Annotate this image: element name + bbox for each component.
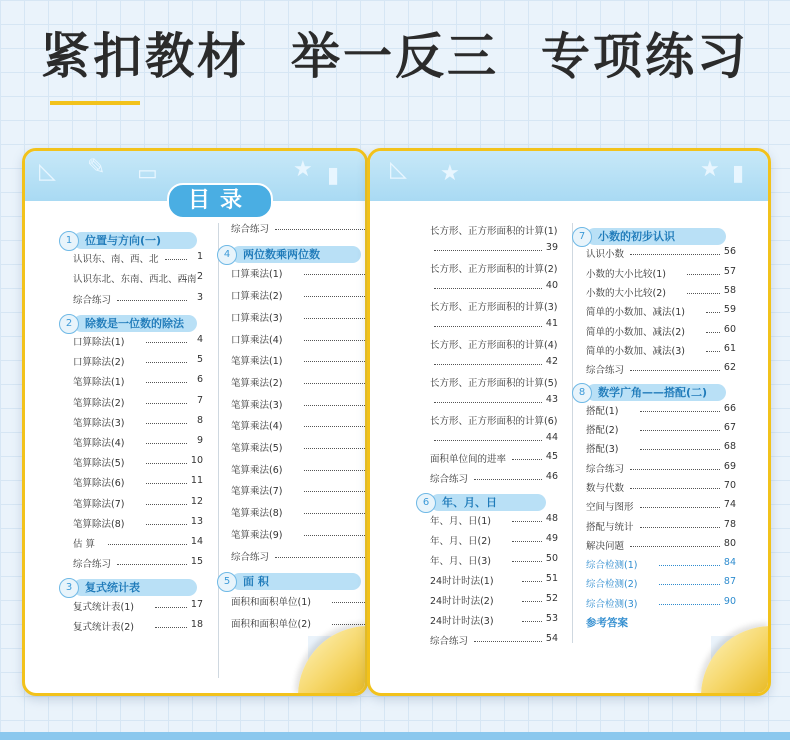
page-number: 14 — [190, 536, 203, 547]
entry-title: 笔算乘法(9) — [231, 527, 285, 541]
column-divider — [218, 223, 219, 678]
toc-entry — [430, 613, 558, 629]
page-number: 3 — [196, 291, 203, 303]
toc-entry — [430, 593, 558, 609]
entry-title: 小数的大小比较(1) — [586, 266, 669, 280]
entry-title: 笔算除法(2) — [73, 395, 127, 409]
leader-dots — [522, 621, 543, 622]
toc-entry — [586, 266, 736, 282]
leader-dots — [146, 382, 188, 383]
leader-dots — [640, 411, 721, 412]
leader-dots — [146, 423, 188, 424]
star-icon: ★ — [700, 157, 720, 182]
entry-title: 复式统计表(2) — [73, 619, 137, 633]
toc-entry — [430, 375, 558, 405]
bar-chart-icon: ▮ — [327, 163, 340, 188]
entry-title: 笔算乘法(7) — [231, 483, 285, 497]
leader-dots — [434, 402, 542, 403]
toc-entry — [73, 435, 203, 451]
toc-entry — [586, 499, 736, 515]
page-number: 62 — [723, 362, 736, 374]
leader-dots — [659, 584, 721, 585]
leader-dots — [108, 544, 188, 545]
star-icon: ★ — [293, 157, 313, 182]
chapter-title: 小数的初步认识 — [586, 228, 726, 245]
toc-entry — [231, 549, 368, 565]
entry-title: 长方形、正方形面积的计算(3) — [430, 299, 560, 313]
toc-entry — [231, 375, 368, 391]
leader-dots — [304, 470, 369, 471]
toc-entry — [73, 455, 203, 471]
leader-dots — [304, 361, 369, 362]
entry-title: 搭配(3) — [586, 441, 621, 455]
page-number: 43 — [545, 394, 558, 405]
toc-entry — [430, 573, 558, 589]
toc-entry — [231, 266, 368, 282]
leader-dots — [146, 504, 188, 505]
bottom-strip — [0, 732, 790, 740]
page-number: 44 — [545, 432, 558, 443]
leader-dots — [304, 340, 369, 341]
entry-title: 综合练习 — [430, 471, 471, 485]
leader-dots — [304, 383, 369, 384]
page-number: 60 — [723, 323, 736, 335]
page-number: 9 — [196, 435, 203, 446]
toc-entry — [73, 354, 203, 370]
toc-entry — [586, 403, 736, 419]
entry-title: 搭配(1) — [586, 403, 621, 417]
page-number: 49 — [545, 533, 558, 544]
entry-title: 综合练习 — [73, 556, 114, 570]
triangle-ruler-icon: ◺ — [39, 159, 56, 184]
toc-entry — [231, 483, 368, 499]
toc-entry — [73, 334, 203, 350]
chapter-title: 数学广角——搭配(二) — [586, 384, 726, 401]
leader-dots — [640, 527, 721, 528]
page-number: 41 — [545, 318, 558, 329]
page-number: 8 — [196, 414, 203, 426]
page-number: 4 — [196, 334, 203, 345]
entry-title: 年、月、日(3) — [430, 553, 494, 567]
entry-title: 长方形、正方形面积的计算(1) — [430, 223, 560, 237]
leader-dots — [304, 405, 369, 406]
pencil-icon: ✎ — [87, 155, 106, 180]
page-number: 12 — [190, 495, 203, 507]
chapter-heading — [416, 493, 540, 513]
chapter-heading — [217, 572, 355, 592]
chapter-number: 1 — [59, 231, 79, 251]
entry-title: 综合练习 — [231, 549, 272, 563]
page-number: 56 — [723, 246, 736, 258]
page-number: 87 — [723, 576, 736, 588]
leader-dots — [512, 459, 542, 460]
entry-title: 综合练习 — [231, 221, 272, 235]
toc-entry — [586, 596, 736, 612]
page-number: 2 — [196, 271, 203, 283]
entry-title: 简单的小数加、减法(3) — [586, 343, 688, 357]
toc-entry — [430, 471, 558, 487]
leader-dots — [522, 601, 543, 602]
leader-dots — [332, 602, 368, 603]
leader-dots — [304, 513, 369, 514]
toc-entry — [73, 475, 203, 491]
leader-dots — [522, 581, 543, 582]
leader-dots — [146, 443, 188, 444]
entry-title: 面积和面积单位(2) — [231, 616, 314, 630]
chapter-heading — [59, 231, 191, 251]
page-number: 84 — [723, 557, 736, 569]
entry-title: 笔算除法(5) — [73, 455, 127, 469]
entry-title: 搭配(2) — [586, 422, 621, 436]
entry-title: 认识东、南、西、北 — [73, 251, 162, 265]
leader-dots — [706, 332, 720, 333]
leader-dots — [146, 362, 188, 363]
leader-dots — [434, 250, 542, 251]
entry-title: 笔算除法(8) — [73, 516, 127, 530]
entry-title: 口算乘法(1) — [231, 266, 285, 280]
star-icon: ★ — [440, 161, 460, 186]
leader-dots — [512, 561, 542, 562]
leader-dots — [304, 491, 369, 492]
leader-dots — [304, 426, 369, 427]
leader-dots — [304, 448, 369, 449]
leader-dots — [146, 483, 188, 484]
leader-dots — [630, 546, 720, 547]
page-number: 39 — [545, 242, 558, 253]
leader-dots — [706, 351, 720, 352]
toc-entry — [586, 576, 736, 592]
page-number: 48 — [545, 513, 558, 524]
leader-dots — [640, 430, 721, 431]
entry-title: 空间与图形 — [586, 499, 637, 513]
leader-dots — [687, 293, 720, 294]
toc-entry — [586, 461, 736, 477]
entry-title: 长方形、正方形面积的计算(5) — [430, 375, 560, 389]
page-number: 1 — [196, 251, 203, 263]
entry-title: 综合练习 — [586, 461, 627, 475]
page-number: 78 — [723, 518, 736, 530]
page-number: 58 — [723, 284, 736, 296]
chapter-title: 年、月、日 — [430, 494, 546, 511]
leader-dots — [630, 370, 720, 371]
entry-title: 数与代数 — [586, 480, 627, 494]
toc-entry — [73, 516, 203, 532]
entry-title: 年、月、日(2) — [430, 533, 494, 547]
chapter-title: 除数是一位数的除法 — [73, 315, 197, 332]
toc-title: 目录 — [167, 183, 273, 219]
leader-dots — [630, 469, 720, 470]
entry-title: 综合检测(1) — [586, 557, 640, 571]
entry-title: 面积单位间的进率 — [430, 451, 509, 465]
page-number: 57 — [723, 265, 736, 277]
toc-entry — [430, 533, 558, 549]
leader-dots — [155, 607, 187, 608]
leader-dots — [659, 565, 721, 566]
page-number: 53 — [545, 613, 558, 624]
page-number: 40 — [545, 280, 558, 291]
entry-title: 笔算乘法(8) — [231, 505, 285, 519]
page-number: 69 — [723, 460, 736, 472]
toc-entry — [586, 422, 736, 438]
toc-entry — [231, 527, 368, 543]
leader-dots — [434, 364, 542, 365]
entry-title: 口算乘法(3) — [231, 310, 285, 324]
toc-entry — [586, 538, 736, 554]
leader-dots — [179, 279, 187, 280]
leader-dots — [659, 604, 721, 605]
entry-title: 小数的大小比较(2) — [586, 285, 669, 299]
chapter-heading — [59, 578, 191, 598]
leader-dots — [332, 624, 368, 625]
chapter-title: 位置与方向(一) — [73, 232, 197, 249]
toc-entry — [231, 353, 368, 369]
leader-dots — [630, 254, 720, 255]
entry-title: 综合练习 — [586, 362, 627, 376]
entry-title: 解决问题 — [586, 538, 627, 552]
page-number: 11 — [190, 475, 203, 487]
entry-title: 估 算 — [73, 536, 98, 550]
entry-title: 24时计时法(1) — [430, 573, 497, 587]
entry-title: 笔算除法(6) — [73, 475, 127, 489]
leader-dots — [640, 449, 721, 450]
leader-dots — [434, 326, 542, 327]
headline: 紧扣教材 举一反三 专项练习 — [40, 28, 750, 85]
entry-title: 复式统计表(1) — [73, 599, 137, 613]
page-number: 51 — [545, 573, 558, 584]
leader-dots — [155, 627, 187, 628]
toc-entry — [231, 397, 368, 413]
toc-entry — [231, 462, 368, 478]
chapter-title: 两位数乘两位数 — [231, 246, 361, 263]
leader-dots — [512, 521, 542, 522]
toc-entry — [430, 513, 558, 529]
toc-entry — [430, 299, 558, 329]
leader-dots — [146, 342, 188, 343]
entry-title: 笔算乘法(6) — [231, 462, 285, 476]
entry-title: 综合检测(3) — [586, 596, 640, 610]
entry-title: 综合练习 — [430, 633, 471, 647]
toc-entry — [586, 362, 736, 378]
leader-dots — [640, 507, 721, 508]
leader-dots — [630, 488, 720, 489]
leader-dots — [275, 557, 368, 558]
chapter-title: 面 积 — [231, 573, 361, 590]
leader-dots — [146, 403, 188, 404]
chapter-title: 复式统计表 — [73, 579, 197, 596]
entry-title: 认识小数 — [586, 246, 627, 260]
leader-dots — [117, 564, 187, 565]
chapter-number: 4 — [217, 245, 237, 265]
page-number: 67 — [723, 422, 736, 433]
leader-dots — [687, 274, 720, 275]
chapter-number: 7 — [572, 227, 592, 247]
toc-entry — [430, 261, 558, 291]
triangle-ruler-icon: ◺ — [390, 157, 407, 182]
toc-entry — [586, 246, 736, 262]
entry-title: 口算除法(1) — [73, 334, 127, 348]
entry-title: 搭配与统计 — [586, 519, 637, 533]
entry-title: 口算乘法(4) — [231, 332, 285, 346]
toc-entry — [586, 304, 736, 320]
toc-entry — [231, 418, 368, 434]
page-number: 10 — [190, 455, 203, 467]
leader-dots — [117, 300, 187, 301]
page-number: 17 — [190, 598, 203, 610]
toc-entry — [430, 451, 558, 467]
toc-entry — [586, 441, 736, 457]
entry-title: 年、月、日(1) — [430, 513, 494, 527]
chapter-heading — [59, 314, 191, 334]
entry-title: 长方形、正方形面积的计算(2) — [430, 261, 560, 275]
leader-dots — [474, 641, 542, 642]
toc-page-left — [22, 148, 368, 696]
toc-entry — [430, 223, 558, 253]
page-number: 52 — [545, 593, 558, 604]
toc-entry — [430, 337, 558, 367]
chapter-number: 5 — [217, 572, 237, 592]
page-number: 42 — [545, 356, 558, 367]
toc-entry — [231, 440, 368, 456]
toc-entry — [430, 553, 558, 569]
entry-title: 综合练习 — [73, 292, 114, 306]
page-number: 46 — [545, 471, 558, 482]
page-number: 13 — [190, 515, 203, 527]
toc-entry — [73, 619, 203, 635]
toc-page-right — [367, 148, 771, 696]
page-number: 61 — [723, 342, 736, 354]
toc-entry — [586, 557, 736, 573]
toc-entry — [586, 519, 736, 535]
toc-entry — [231, 332, 368, 348]
entry-title: 笔算除法(3) — [73, 415, 127, 429]
leader-dots — [146, 524, 188, 525]
entry-title: 笔算乘法(4) — [231, 418, 285, 432]
entry-title: 口算乘法(2) — [231, 288, 285, 302]
leader-dots — [304, 535, 369, 536]
leader-dots — [275, 229, 368, 230]
toc-entry — [231, 310, 368, 326]
page-number: 59 — [723, 304, 736, 316]
toc-entry — [586, 480, 736, 496]
page-header — [370, 151, 768, 201]
entry-title: 参考答案 — [586, 615, 631, 630]
page-number: 68 — [723, 441, 736, 453]
page-number: 7 — [196, 394, 203, 406]
page-number: 90 — [723, 595, 736, 607]
entry-title: 简单的小数加、减法(1) — [586, 304, 688, 318]
entry-title: 24时计时法(2) — [430, 593, 497, 607]
chapter-number: 8 — [572, 383, 592, 403]
toc-entry — [231, 221, 368, 237]
entry-title: 笔算乘法(2) — [231, 375, 285, 389]
bar-chart-icon: ▮ — [732, 161, 745, 186]
page-number: 54 — [545, 633, 558, 644]
leader-dots — [434, 440, 542, 441]
entry-title: 笔算除法(7) — [73, 496, 127, 510]
answer-key-link — [586, 615, 736, 631]
leader-dots — [304, 274, 369, 275]
toc-entry — [73, 251, 203, 267]
entry-title: 24时计时法(3) — [430, 613, 497, 627]
chapter-heading — [572, 227, 720, 247]
toc-entry — [586, 285, 736, 301]
page-number: 70 — [723, 479, 736, 491]
toc-entry — [73, 536, 203, 552]
column-divider — [572, 223, 573, 643]
page-number: 45 — [545, 451, 558, 462]
entry-title: 笔算乘法(1) — [231, 353, 285, 367]
entry-title: 面积和面积单位(1) — [231, 594, 314, 608]
toc-entry — [73, 415, 203, 431]
leader-dots — [512, 541, 542, 542]
page-number: 66 — [723, 402, 736, 414]
chapter-number: 2 — [59, 314, 79, 334]
entry-title: 简单的小数加、减法(2) — [586, 324, 688, 338]
page-number: 5 — [196, 354, 203, 366]
page-number: 80 — [723, 537, 736, 549]
page-number: 50 — [545, 553, 558, 564]
chapter-heading — [572, 383, 720, 403]
entry-title: 口算除法(2) — [73, 354, 127, 368]
chapter-number: 6 — [416, 493, 436, 513]
toc-entry — [586, 324, 736, 340]
entry-title: 笔算乘法(3) — [231, 397, 285, 411]
page-number: 18 — [190, 618, 203, 630]
toc-entry — [73, 496, 203, 512]
entry-title: 长方形、正方形面积的计算(4) — [430, 337, 560, 351]
entry-title: 笔算除法(1) — [73, 374, 127, 388]
leader-dots — [304, 318, 369, 319]
toc-entry — [586, 343, 736, 359]
entry-title: 综合检测(2) — [586, 576, 640, 590]
toc-entry — [430, 413, 558, 443]
toc-entry — [73, 599, 203, 615]
toc-entry — [231, 288, 368, 304]
entry-title: 笔算乘法(5) — [231, 440, 285, 454]
toc-entry — [73, 395, 203, 411]
page-number: 15 — [190, 556, 203, 568]
toc-entry — [73, 292, 203, 308]
leader-dots — [434, 288, 542, 289]
toc-entry — [73, 271, 203, 287]
page-number: 6 — [196, 374, 203, 386]
entry-title: 长方形、正方形面积的计算(6) — [430, 413, 560, 427]
entry-title: 认识东北、东南、西北、西南 — [73, 271, 200, 285]
leader-dots — [304, 296, 369, 297]
leader-dots — [474, 479, 542, 480]
toc-entry — [73, 374, 203, 390]
toc-entry — [231, 594, 368, 610]
chapter-number: 3 — [59, 578, 79, 598]
toc-entry — [231, 505, 368, 521]
entry-title: 笔算除法(4) — [73, 435, 127, 449]
toc-entry — [73, 556, 203, 572]
toc-entry — [430, 633, 558, 649]
ruler-icon: ▭ — [137, 161, 158, 186]
leader-dots — [165, 259, 188, 260]
page-number: 74 — [723, 499, 736, 511]
chapter-heading — [217, 245, 355, 265]
headline-underline — [50, 101, 140, 105]
leader-dots — [146, 463, 188, 464]
leader-dots — [706, 312, 720, 313]
